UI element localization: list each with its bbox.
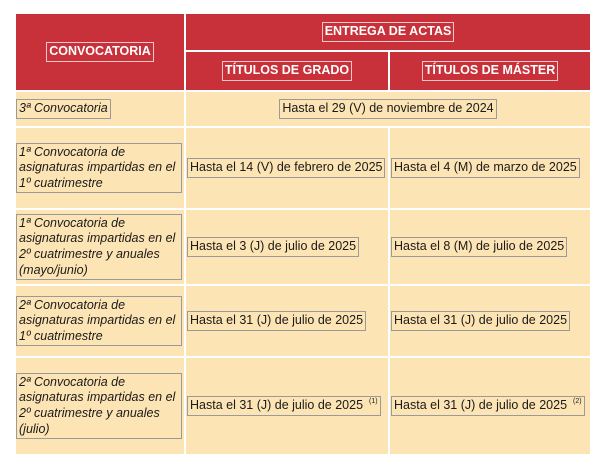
row-5-grado-label	[187, 396, 381, 416]
row-2-convocatoria-label: 1ª Convocatoria de asignaturas impartidas en el 1º cuatrimestre	[16, 143, 182, 194]
row-2-grado-label: Hasta el 14 (V) de febrero de 2025	[187, 158, 385, 178]
row-5-grado-text: Hasta el 31 (J) de julio de 2025	[190, 398, 364, 413]
row-4-convocatoria-label: 2ª Convocatoria de asignaturas impartidas en el 1º cuatrimestre	[16, 296, 182, 347]
row-5-grado	[186, 358, 388, 454]
header-grado-label: TÍTULOS DE GRADO	[222, 61, 352, 81]
header-grado	[186, 52, 388, 90]
row-1-convocatoria-label: 3ª Convocatoria	[16, 99, 111, 119]
row-2-master	[390, 128, 590, 208]
row-4-grado	[186, 286, 388, 356]
row-5-convocatoria	[16, 358, 184, 454]
row-3-convocatoria	[16, 210, 184, 284]
row-3-convocatoria-label: 1ª Convocatoria de asignaturas impartidas en el 2º cuatrimestre y anuales (mayo/junio)	[16, 214, 182, 281]
row-5-master	[390, 358, 590, 454]
header-master-label: TÍTULOS DE MÁSTER	[422, 61, 559, 81]
row-4-master	[390, 286, 590, 356]
row-2-master-label: Hasta el 4 (M) de marzo de 2025	[391, 158, 580, 178]
header-entrega-label: ENTREGA DE ACTAS	[322, 22, 455, 42]
actas-table	[16, 14, 590, 454]
row-5-master-text: Hasta el 31 (J) de julio de 2025	[394, 398, 568, 413]
header-convocatoria-label: CONVOCATORIA	[46, 42, 154, 62]
header-entrega	[186, 14, 590, 50]
header-convocatoria	[16, 14, 184, 90]
row-2-convocatoria	[16, 128, 184, 208]
row-2-grado	[186, 128, 388, 208]
row-5-master-label	[391, 396, 585, 416]
row-4-master-label: Hasta el 31 (J) de julio de 2025	[391, 311, 570, 331]
row-3-grado	[186, 210, 388, 284]
row-4-convocatoria	[16, 286, 184, 356]
row-3-grado-label: Hasta el 3 (J) de julio de 2025	[187, 237, 359, 257]
row-3-master	[390, 210, 590, 284]
row-4-grado-label: Hasta el 31 (J) de julio de 2025	[187, 311, 366, 331]
row-5-master-footnote: (2)	[573, 398, 582, 406]
row-1-convocatoria	[16, 92, 184, 126]
row-1-span	[186, 92, 590, 126]
header-master	[390, 52, 590, 90]
row-1-span-label: Hasta el 29 (V) de noviembre de 2024	[279, 99, 496, 119]
row-5-grado-footnote: (1)	[369, 398, 378, 406]
row-3-master-label: Hasta el 8 (M) de julio de 2025	[391, 237, 567, 257]
row-5-convocatoria-label: 2ª Convocatoria de asignaturas impartidas en el 2º cuatrimestre y anuales (julio)	[16, 373, 182, 440]
